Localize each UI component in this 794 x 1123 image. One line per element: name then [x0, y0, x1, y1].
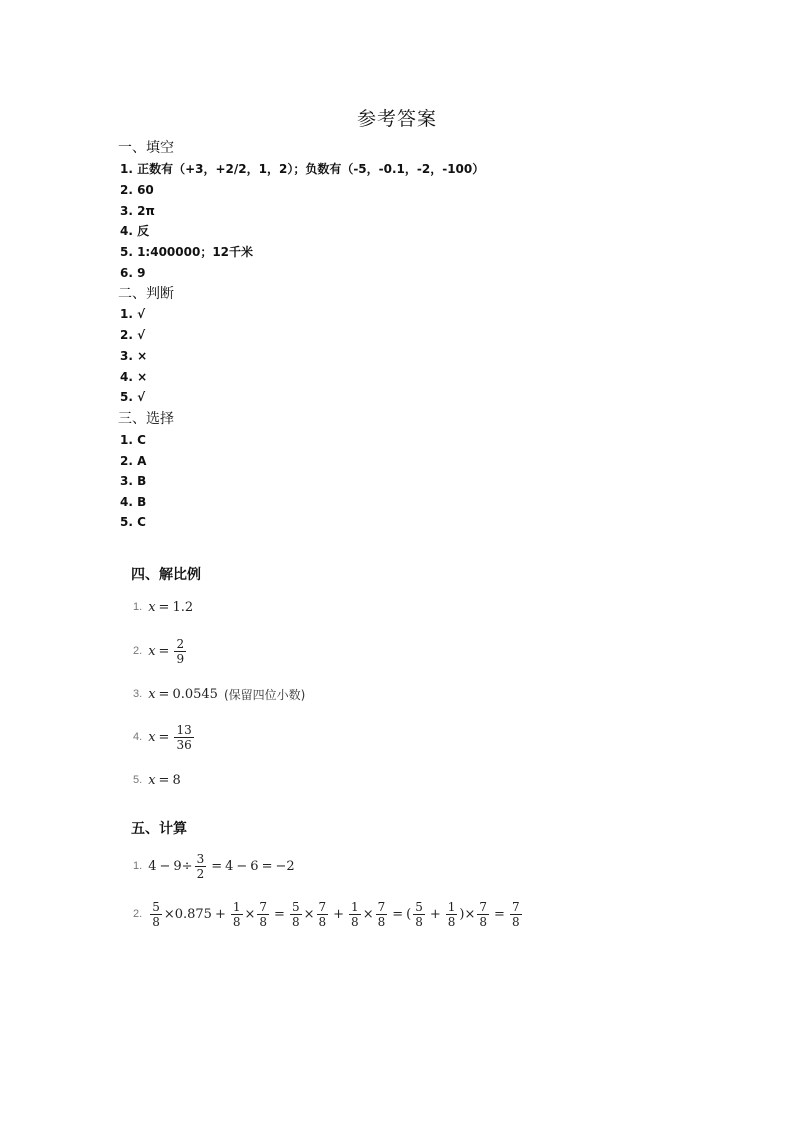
section-proportion-heading: 四、解比例: [131, 567, 201, 583]
math-op: =: [274, 906, 285, 922]
calculation-answer-2: [133, 894, 524, 934]
numerator: 5: [291, 899, 300, 914]
math-var: x: [148, 772, 156, 788]
fraction: [413, 900, 425, 929]
math-var: x: [148, 599, 156, 615]
math-var: x: [148, 643, 156, 659]
denominator: 8: [447, 914, 456, 929]
proportion-answer-3: [133, 674, 305, 714]
denominator: 8: [232, 914, 241, 929]
math-op: ×: [163, 906, 175, 922]
fraction: [150, 900, 162, 929]
section-judge-heading: 二、判断: [118, 286, 174, 302]
math-op: =: [211, 858, 223, 874]
answer-line: 2. √: [120, 328, 146, 342]
right-paren: ): [459, 906, 465, 922]
section-choice-heading: 三、选择: [118, 411, 174, 427]
math-op: =: [494, 906, 505, 922]
fraction: [231, 900, 243, 929]
math-op: =: [392, 906, 404, 922]
math-value: 1.2: [172, 599, 194, 615]
numerator: 7: [479, 899, 488, 914]
denominator: 8: [259, 914, 268, 929]
math-op: ×: [464, 906, 476, 922]
answer-line: 2. A: [120, 454, 147, 468]
denominator: 8: [291, 914, 300, 929]
math-value: 4: [148, 858, 157, 874]
fraction: [174, 723, 193, 752]
item-number: 2.: [133, 645, 143, 657]
math-value: 4: [225, 858, 234, 874]
answer-line: 1. C: [120, 433, 146, 447]
math-op: ×: [244, 906, 256, 922]
denominator: 8: [377, 914, 386, 929]
answer-line: 5. C: [120, 515, 146, 529]
math-op: −: [236, 858, 248, 874]
denominator: 36: [176, 737, 192, 752]
numerator: 2: [176, 636, 185, 651]
math-value: 0.0545: [172, 686, 218, 702]
math-op: =: [158, 686, 170, 702]
numerator: 13: [176, 722, 192, 737]
numerator: 1: [447, 899, 456, 914]
answer-line: 2. 60: [120, 183, 154, 197]
fraction: [446, 900, 458, 929]
proportion-answer-5: [133, 760, 181, 800]
item-number: 4.: [133, 731, 143, 743]
answer-line: 3. 2π: [120, 204, 155, 218]
item-number: 5.: [133, 774, 143, 786]
math-op: +: [429, 906, 441, 922]
numerator: 5: [415, 899, 423, 914]
numerator: 3: [196, 851, 205, 866]
denominator: 8: [152, 914, 160, 929]
page-title: 参考答案: [356, 108, 437, 130]
answer-line: 3. B: [120, 474, 147, 488]
math-op: =: [158, 599, 170, 615]
answer-line: 6. 9: [120, 266, 146, 280]
numerator: 1: [232, 899, 241, 914]
numerator: 1: [351, 899, 359, 914]
answer-line: 4. ×: [120, 370, 148, 384]
answer-line: 4. 反: [120, 224, 150, 238]
answer-line: 5. √: [120, 390, 146, 404]
math-value: 8: [172, 772, 181, 788]
fraction: [257, 900, 269, 929]
fraction: [174, 637, 186, 666]
denominator: 8: [318, 914, 327, 929]
math-op: −: [159, 858, 171, 874]
numerator: 7: [318, 899, 327, 914]
numerator: 7: [511, 899, 520, 914]
item-number: 1.: [133, 860, 143, 872]
section-calculation-heading: 五、计算: [131, 821, 187, 837]
fraction: [510, 900, 522, 929]
math-op: ×: [362, 906, 374, 922]
math-op: =: [158, 729, 170, 745]
math-op: =: [261, 858, 273, 874]
answer-line: 1. √: [120, 307, 146, 321]
left-paren: (: [406, 906, 412, 922]
fraction: [290, 900, 302, 929]
math-op: =: [158, 772, 170, 788]
denominator: 2: [196, 866, 205, 881]
rounding-note: (保留四位小数): [223, 687, 306, 702]
numerator: 7: [259, 899, 268, 914]
math-op: +: [333, 906, 345, 922]
numerator: 7: [377, 899, 386, 914]
math-var: x: [148, 686, 156, 702]
item-number: 3.: [133, 688, 143, 700]
math-op: +: [214, 906, 226, 922]
math-op: =: [158, 643, 170, 659]
proportion-answer-2: [133, 631, 188, 671]
calculation-answer-1: [133, 846, 295, 886]
math-op: ÷: [181, 858, 193, 874]
item-number: 2.: [133, 908, 143, 920]
item-number: 1.: [133, 601, 143, 613]
proportion-answer-4: [133, 717, 196, 757]
denominator: 8: [351, 914, 359, 929]
answer-line: 5. 1:400000；12千米: [120, 245, 254, 259]
math-value: 6: [250, 858, 259, 874]
answer-line: 3. ×: [120, 349, 148, 363]
section-fill-blank-heading: 一、填空: [118, 140, 174, 156]
math-value: 9: [173, 858, 182, 874]
fraction: [195, 852, 207, 881]
proportion-answer-1: [133, 587, 193, 627]
math-var: x: [148, 729, 156, 745]
fraction: [317, 900, 329, 929]
answer-line: 4. B: [120, 495, 147, 509]
math-value: −2: [275, 858, 295, 874]
denominator: 8: [479, 914, 488, 929]
math-value: 0.875: [174, 906, 212, 922]
denominator: 8: [511, 914, 520, 929]
denominator: 9: [176, 651, 185, 666]
fraction: [376, 900, 388, 929]
numerator: 5: [152, 899, 160, 914]
math-op: ×: [303, 906, 315, 922]
fraction: [349, 900, 361, 929]
fraction: [477, 900, 489, 929]
answer-line: 1. 正数有（+3，+2/2，1，2）；负数有（-5，-0.1，-2，-100）: [120, 162, 485, 176]
denominator: 8: [415, 914, 423, 929]
